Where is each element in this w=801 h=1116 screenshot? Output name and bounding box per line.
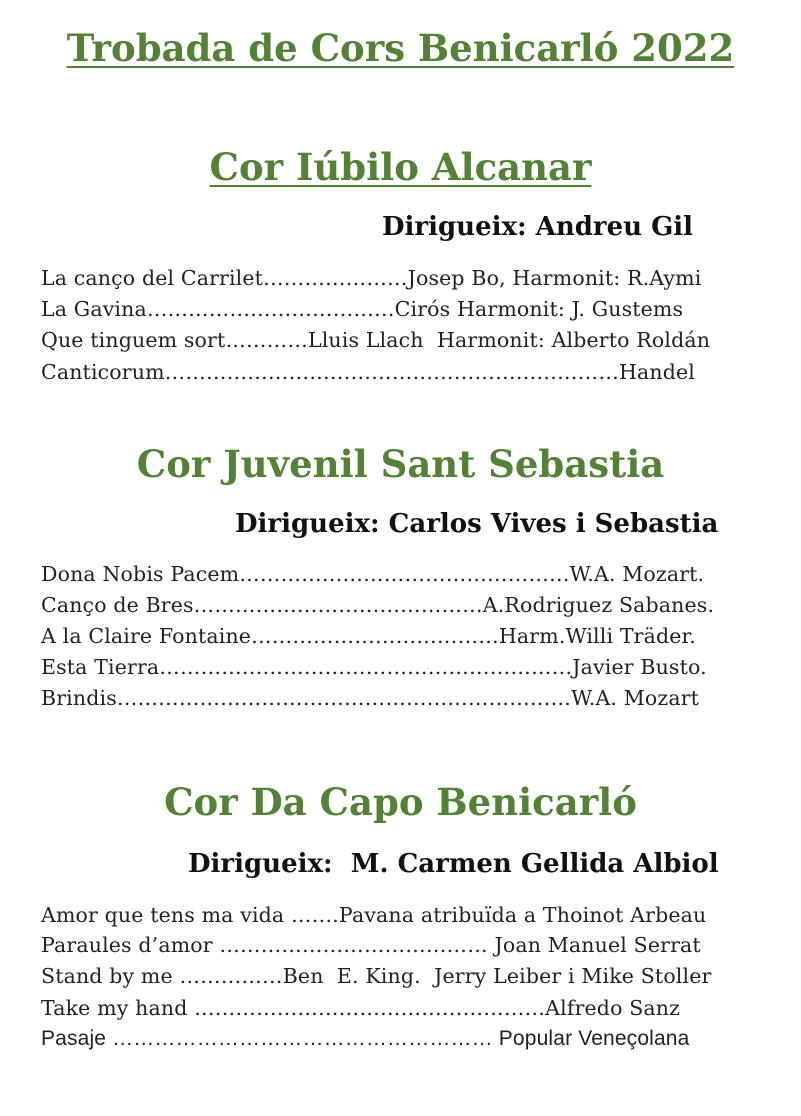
director-da-capo-benicarlo: Dirigueix: M. Carmen Gellida Albiol (188, 849, 719, 879)
program-item: Amor que tens ma vida …….Pavana atribuïda a Thoinot Arbeau (41, 903, 707, 927)
program-item: Brindis…………………………………………………………W.A. Mozart (41, 686, 700, 710)
program-item: Stand by me ……………Ben E. King. Jerry Leiber i Mike Stoller (41, 964, 712, 988)
program-item: La canço del Carrilet…………………Josep Bo, Harmonit: R.Aymi (41, 266, 702, 290)
program-item: Paraules d’amor ………………………………… Joan Manuel Serrat (41, 933, 701, 957)
program-item: A la Claire Fontaine………………………………Harm.Willi Träder. (41, 624, 696, 648)
page-title: Trobada de Cors Benicarló 2022 (66, 26, 735, 70)
program-item: Que tinguem sort…………Lluis Llach Harmonit: Alberto Roldán (41, 328, 711, 352)
program-item: Take my hand ……………………………………………Alfredo Sanz (41, 996, 681, 1020)
program-item: Canço de Bres……………………………………A.Rodriguez Sabanes. (41, 593, 715, 617)
program-item: Canticorum…………………………………………………………Handel (41, 360, 695, 384)
program-item: Dona Nobis Pacem…………………………………………W.A. Mozart. (41, 562, 705, 586)
program-item: La Gavina………………………………Cirós Harmonit: J. Gustems (41, 297, 684, 321)
director-iubilo-alcanar: Dirigueix: Andreu Gil (382, 212, 694, 242)
choir-name-juvenil-sant-sebastia: Cor Juvenil Sant Sebastia (136, 442, 665, 486)
program-item: Pasaje ……………………………………………… Popular Veneçolana (41, 1027, 690, 1050)
choir-name-da-capo-benicarlo: Cor Da Capo Benicarló (164, 780, 637, 824)
program-item: Esta Tierra……………………………………………………Javier Busto. (41, 655, 707, 679)
choir-name-iubilo-alcanar: Cor Iúbilo Alcanar (209, 145, 592, 189)
director-juvenil-sant-sebastia: Dirigueix: Carlos Vives i Sebastia (235, 509, 719, 539)
